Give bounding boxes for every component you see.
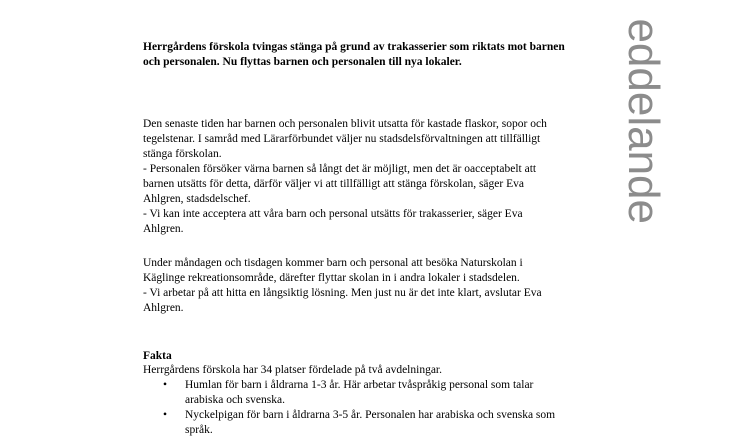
bullet-icon: • [163,409,168,421]
bullet-icon: • [163,379,168,391]
body-line: - Vi arbetar på att hitta en långsiktig lösning. Men just nu är det inte klart, avslutar Eva Ahlgren. [143,287,542,314]
fakta-list [143,378,563,438]
body-line: Den senaste tiden har barnen och personalen blivit utsatta för kastade flaskor, sopor och tegelstenar. I samråd med Lärarförbundet väljer nu stadsdelsförvaltningen att tillfälligt stänga förskolan. [143,118,547,160]
headline: Herrgårdens förskola tvingas stänga på grund av trakasserier som riktats mot barnen och personalen. Nu flyttas barnen och personalen till nya lokaler. [143,41,565,68]
fakta-intro: Herrgårdens förskola har 34 platser fördelade på två avdelningar. [143,364,442,376]
body-line: - Vi kan inte acceptera att våra barn och personal utsätts för trakasserier, säger Eva Ahlgren. [143,208,523,235]
body-line: Under måndagen och tisdagen kommer barn och personal att besöka Naturskolan i Käglinge rekreationsområde, därefter flyttar skolan in i andra lokaler i stadsdelen. [143,257,523,284]
side-title-text: eddelande [619,18,668,224]
fakta-list-item [143,378,563,408]
body-line: - Personalen försöker värna barnen så långt det är möjligt, men det är oacceptabelt att barnen utsätts för detta, därför väljer vi att tillfälligt att stänga förskolan, säger Eva Ahlgren, stadsdelschef. [143,163,537,205]
body-paragraph-1 [143,117,563,237]
fakta-heading: Fakta [143,350,172,362]
fakta-item-text: Nyckelpigan för barn i åldrarna 3-5 år. Personalen har arabiska och svenska som språk. [185,409,556,436]
vertical-side-title [612,0,674,224]
fakta-list-item [143,408,563,438]
fakta-item-text: Humlan för barn i åldrarna 1-3 år. Här arbetar tvåspråkig personal som talar arabiska och svenska. [185,379,534,406]
body-paragraph-2 [143,256,563,316]
